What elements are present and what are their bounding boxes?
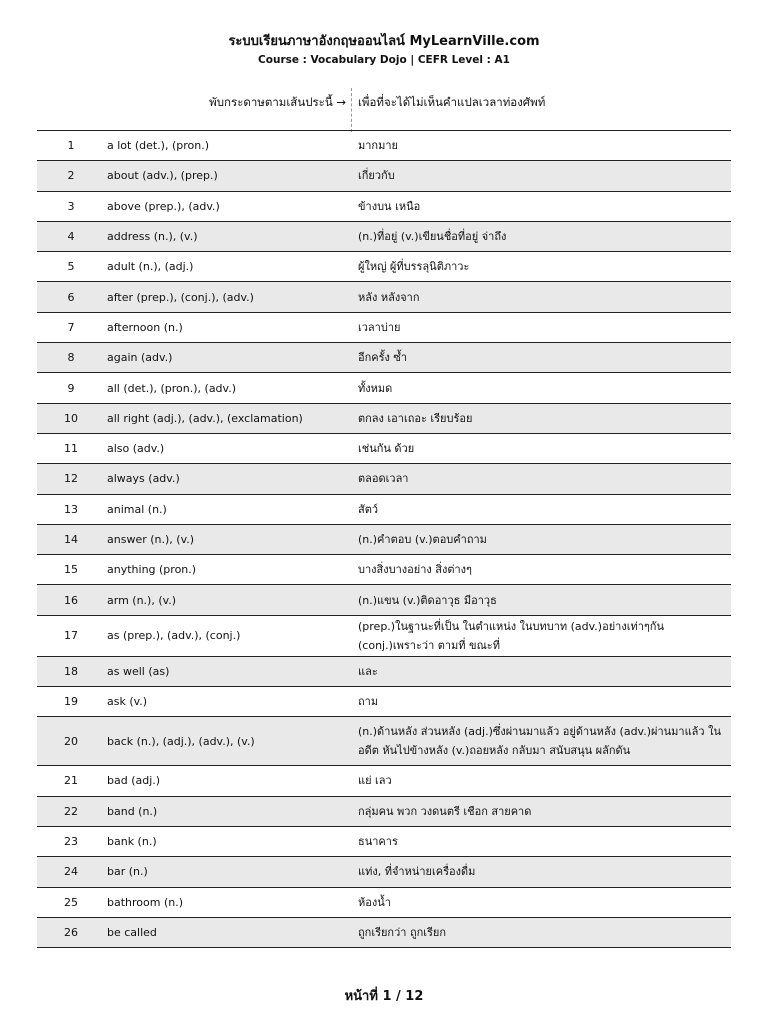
vocab-word: band (n.) (107, 804, 158, 818)
table-row (37, 495, 731, 525)
page-number: หน้าที่ 1 / 12 (344, 989, 424, 1004)
table-row (37, 525, 731, 555)
vocab-meaning: มากมาย (358, 139, 398, 153)
table-row (37, 616, 731, 657)
table-row (37, 434, 731, 464)
row-number: 17 (64, 629, 78, 643)
vocab-word: ask (v.) (107, 695, 148, 709)
vocab-word: again (adv.) (107, 351, 173, 365)
vocab-meaning: สัตว์ (358, 502, 379, 516)
vocab-meaning: ห้องน้ำ (358, 895, 391, 909)
fold-instruction-left: พับกระดาษตามเส้นประนี้ → (209, 95, 346, 109)
table-row (37, 657, 731, 687)
table-row (37, 464, 731, 494)
vocab-meaning: อีกครั้ง ซ้ำ (358, 351, 408, 365)
vocab-word: always (adv.) (107, 472, 180, 486)
table-row (37, 373, 731, 403)
vocab-word: be called (107, 925, 157, 939)
row-number: 9 (67, 381, 75, 395)
row-number: 1 (67, 139, 75, 153)
vocab-meaning: ถาม (358, 695, 379, 709)
vocab-word: animal (n.) (107, 502, 167, 516)
vocab-word: as (prep.), (adv.), (conj.) (107, 629, 241, 643)
vocab-word: all (det.), (pron.), (adv.) (107, 381, 236, 395)
vocab-meaning: ทั้งหมด (358, 381, 393, 395)
row-number: 18 (64, 664, 78, 678)
table-row (37, 282, 731, 312)
table-row (37, 797, 731, 827)
table-row (37, 918, 731, 948)
table-row (37, 222, 731, 252)
vocab-word: bad (adj.) (107, 774, 161, 788)
table-row (37, 717, 731, 766)
vocab-meaning: เวลาบ่าย (358, 320, 401, 334)
row-number: 25 (64, 895, 78, 909)
vocab-word: bank (n.) (107, 835, 157, 849)
vocab-word: as well (as) (107, 664, 170, 678)
table-row (37, 555, 731, 585)
row-number: 13 (64, 502, 78, 516)
table-row (37, 161, 731, 191)
vocab-meaning: แท่ง, ที่จำหน่ายเครื่องดื่ม (358, 865, 476, 879)
row-number: 22 (64, 804, 78, 818)
vocab-word: a lot (det.), (pron.) (107, 139, 210, 153)
vocab-meaning: (prep.)ในฐานะที่เป็น ในตำแหน่ง ในบทบาท (adv.)อย่างเท่าๆกัน (conj.)เพราะว่า ตามที่ ขณะที่ (358, 619, 664, 652)
row-number: 19 (64, 695, 78, 709)
vocab-word: address (n.), (v.) (107, 230, 198, 244)
row-number: 23 (64, 835, 78, 849)
vocab-meaning: (n.)คำตอบ (v.)ตอบคำถาม (358, 533, 487, 546)
vocab-word: also (adv.) (107, 442, 165, 456)
vocab-meaning: (n.)ด้านหลัง ส่วนหลัง (adj.)ซึ่งผ่านมาแล้ว อยู่ด้านหลัง (adv.)ผ่านมาแล้ว ในอดีต หันไปข้างหลัง (v.)ถอยหลัง กลับมา สนับสนุน ผลักดัน (358, 725, 721, 758)
vocab-meaning: บางสิ่งบางอย่าง สิ่งต่างๆ (358, 563, 472, 577)
vocab-meaning: ข้างบน เหนือ (358, 199, 421, 213)
row-number: 7 (67, 320, 75, 334)
vocab-meaning: กลุ่มคน พวก วงดนตรี เชือก สายคาด (358, 804, 532, 818)
row-number: 24 (64, 865, 78, 879)
vocab-meaning: หลัง หลังจาก (358, 290, 420, 304)
table-row (37, 766, 731, 796)
table-row (37, 313, 731, 343)
row-number: 21 (64, 774, 78, 788)
vocab-word: anything (pron.) (107, 563, 197, 577)
vocab-meaning: (n.)ที่อยู่ (v.)เขียนชื่อที่อยู่ จ่าถึง (358, 230, 507, 244)
table-row (37, 827, 731, 857)
row-number: 11 (64, 442, 78, 456)
table-row (37, 192, 731, 222)
vocab-meaning: แย่ เลว (358, 774, 392, 788)
row-number: 15 (64, 563, 78, 577)
table-row (37, 252, 731, 282)
row-number: 3 (67, 199, 75, 213)
table-row (37, 857, 731, 887)
vocab-meaning: เช่นกัน ด้วย (358, 442, 415, 456)
page-title: ระบบเรียนภาษาอังกฤษออนไลน์ MyLearnVille.com (228, 34, 540, 49)
row-number: 16 (64, 593, 78, 607)
vocab-word: arm (n.), (v.) (107, 593, 177, 607)
fold-instruction (0, 94, 768, 118)
row-number: 20 (64, 734, 78, 748)
row-number: 14 (64, 533, 78, 546)
table-row (37, 585, 731, 615)
row-number: 6 (67, 290, 75, 304)
vocab-meaning: (n.)แขน (v.)ติดอาวุธ มีอาวุธ (358, 593, 497, 607)
vocab-word: about (adv.), (prep.) (107, 169, 218, 183)
vocab-word: back (n.), (adj.), (adv.), (v.) (107, 734, 255, 748)
table-row (37, 131, 731, 161)
vocabulary-table (37, 130, 731, 948)
course-subtitle: Course : Vocabulary Dojo | CEFR Level : A1 (258, 54, 510, 66)
table-row (37, 404, 731, 434)
vocab-meaning: ตกลง เอาเถอะ เรียบร้อย (358, 411, 473, 425)
fold-dashed-line (351, 88, 352, 132)
vocab-meaning: เกี่ยวกับ (358, 169, 395, 183)
vocab-meaning: ถูกเรียกว่า ถูกเรียก (358, 925, 447, 939)
row-number: 10 (64, 411, 78, 425)
vocab-meaning: และ (358, 664, 378, 678)
vocab-meaning: ธนาคาร (358, 835, 398, 849)
vocab-word: afternoon (n.) (107, 320, 183, 334)
row-number: 2 (67, 169, 75, 183)
row-number: 5 (67, 260, 75, 274)
row-number: 8 (67, 351, 75, 365)
vocab-word: bathroom (n.) (107, 895, 184, 909)
table-row (37, 687, 731, 717)
vocab-word: above (prep.), (adv.) (107, 199, 220, 213)
table-row (37, 888, 731, 918)
row-number: 26 (64, 925, 78, 939)
vocab-word: answer (n.), (v.) (107, 533, 195, 546)
row-number: 4 (67, 230, 75, 244)
vocab-meaning: ผู้ใหญ่ ผู้ที่บรรลุนิติภาวะ (358, 260, 470, 274)
row-number: 12 (64, 472, 78, 486)
vocab-word: adult (n.), (adj.) (107, 260, 194, 274)
vocab-word: bar (n.) (107, 865, 148, 879)
fold-instruction-right: เพื่อที่จะได้ไม่เห็นคำแปลเวลาท่องศัพท์ (358, 95, 546, 109)
vocab-word: all right (adj.), (adv.), (exclamation) (107, 411, 303, 425)
vocab-word: after (prep.), (conj.), (adv.) (107, 290, 254, 304)
vocab-meaning: ตลอดเวลา (358, 472, 409, 486)
table-row (37, 343, 731, 373)
